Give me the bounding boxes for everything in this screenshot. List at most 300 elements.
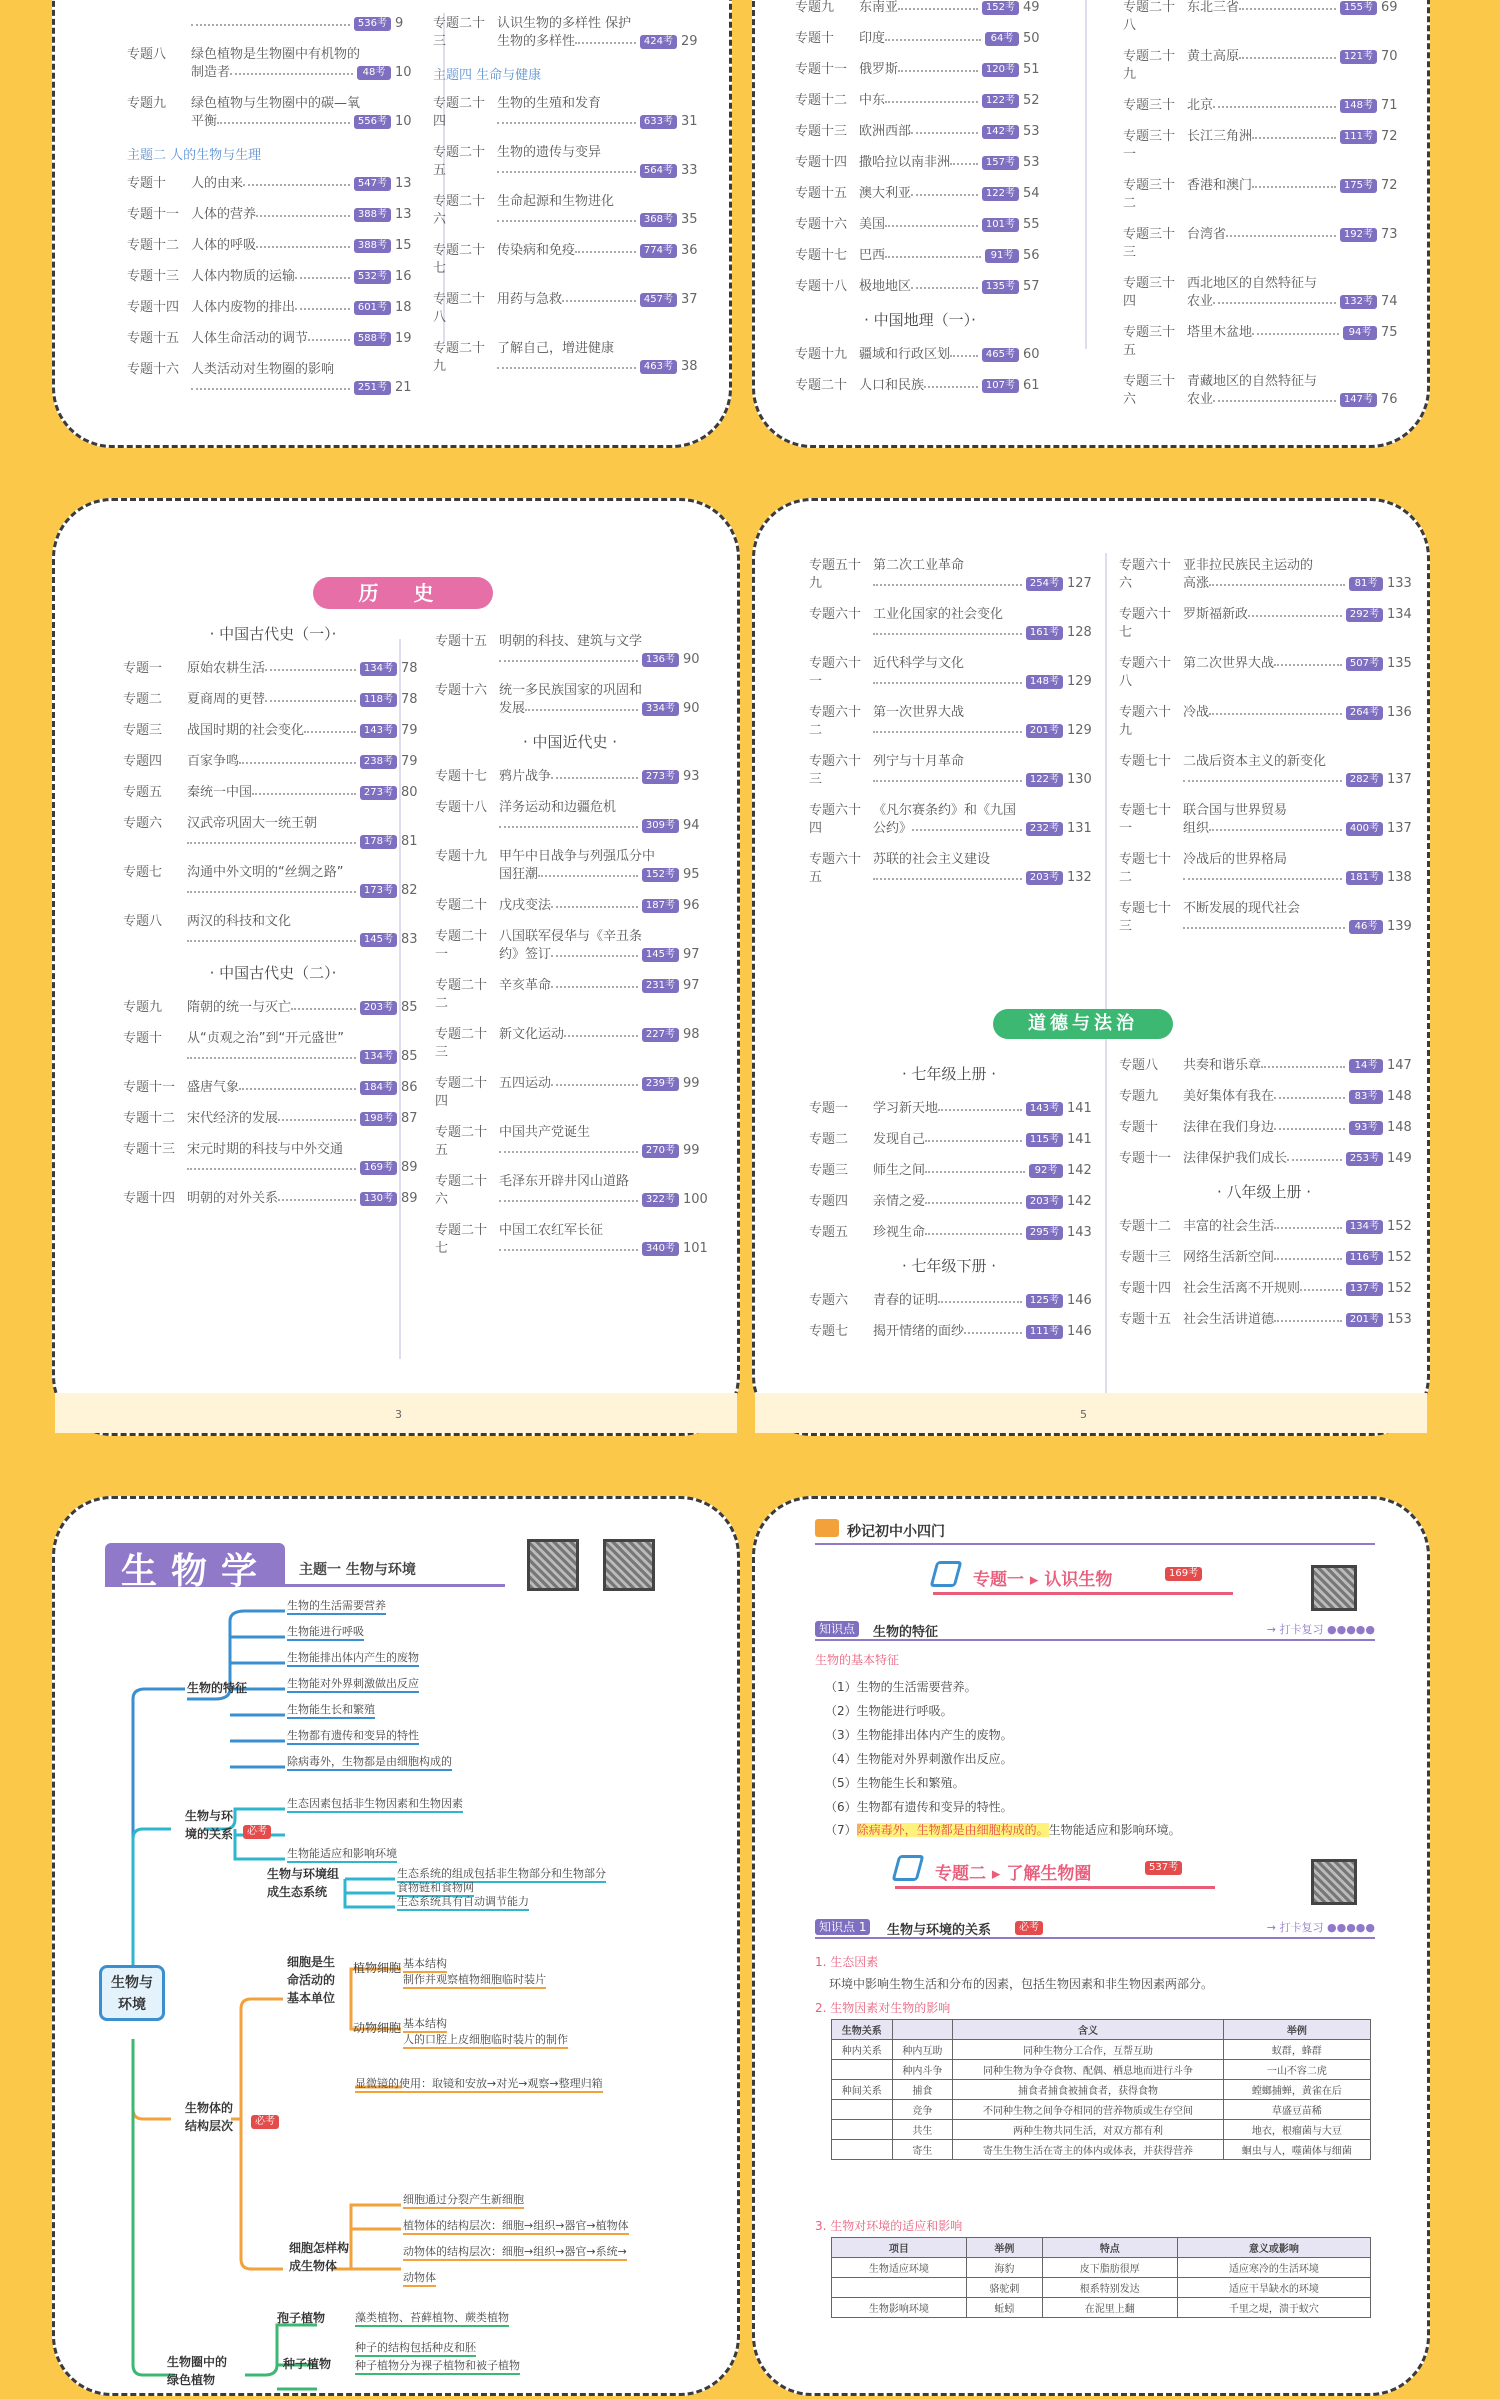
kp-badge: 必考 [1015,1921,1043,1935]
table-cell: 捕食 [892,2080,953,2100]
entry-code: 专题七十一 [1119,803,1172,836]
mindmap-leaf: 除病毒外，生物都是由细胞构成的 [287,1753,452,1771]
exam-count-badge: 232考 [1026,822,1063,836]
toc-entry[interactable] [809,1131,1092,1149]
exam-count-badge: 231考 [642,979,679,993]
feature-7-prefix: （7） [825,1823,857,1837]
leader-dots [964,1326,1022,1334]
mindmap-leaf: 生物都有遗传和变异的特性 [287,1727,419,1745]
page-number: 90 [683,701,700,716]
leader-dots [217,116,350,124]
toc-entry[interactable] [1119,557,1412,593]
toc-entry[interactable] [809,1224,1092,1242]
subsection-heading: · 中国古代史（二）· [209,964,337,982]
toc-entry[interactable] [809,1162,1092,1180]
leader-dots [873,872,1022,880]
toc-entry[interactable] [435,1026,705,1062]
toc-entry[interactable] [127,206,417,224]
subsection-heading: · 中国古代史（一）· [209,625,337,643]
entry-title: 用药与急救 [497,292,563,307]
toc-entry[interactable] [809,851,1092,887]
topic2-badge: 537考 [1145,1861,1182,1875]
leader-dots [239,756,356,764]
entry-code: 专题三十一 [1123,129,1176,162]
entry-code: 专题二十七 [433,243,486,276]
table-cell: 生物影响环境 [832,2298,967,2318]
page-number: 152 [1387,1281,1412,1296]
entry-code: 专题六十三 [809,754,862,787]
toc-entry[interactable] [433,340,703,376]
mindmap-leaf: 动物体 [403,2269,436,2287]
exam-count-badge: 161考 [1026,626,1063,640]
toc-entry[interactable] [795,278,1045,296]
page-number: 132 [1067,870,1092,885]
entry-code: 专题十七 [435,769,488,784]
entry-code: 专题二十四 [433,96,486,129]
toc-entry[interactable] [435,928,705,964]
entry-title: 人体的呼吸 [191,238,257,253]
toc-entry[interactable] [1119,1088,1412,1106]
exam-count-badge: 388考 [354,239,391,253]
table-row [832,2040,1371,2060]
toc-column-right-morality [1119,1057,1412,1342]
toc-entry[interactable] [809,655,1092,691]
heading-1: 1. 生态因素 [815,1955,879,1969]
entry-title: 二战后资本主义的新变化 [1183,754,1327,769]
entry-code: 专题十 [123,1031,163,1046]
toc-entry[interactable] [435,1173,708,1209]
entry-code: 专题七十三 [1119,901,1172,934]
exam-count-badge: 368考 [640,213,677,227]
toc-column-left [127,15,417,410]
leader-dots [1226,229,1336,237]
toc-entry[interactable] [1119,704,1412,740]
toc-entry[interactable] [123,1141,423,1177]
entry-code: 专题六十九 [1119,705,1172,738]
toc-entry[interactable] [1119,606,1412,642]
exam-count-badge: 111考 [1026,1325,1063,1339]
leader-dots [925,1134,1022,1142]
exam-count-badge: 400考 [1346,822,1383,836]
section-heading: 生物的基本特征 [815,1653,900,1667]
toc-entry[interactable] [1119,1057,1412,1075]
subsection-heading: · 八年级上册 · [1216,1183,1312,1201]
page-number: 37 [681,292,698,307]
exam-count-badge: 198考 [360,1112,397,1126]
page-number: 87 [401,1111,418,1126]
toc-entry[interactable] [809,802,1092,838]
leader-dots [187,885,356,893]
page-number: 90 [683,652,700,667]
toc-entry[interactable] [795,30,1045,48]
table-cell: 两种生物共同生活，对双方都有利 [953,2120,1224,2140]
page-number: 54 [1023,186,1040,201]
toc-entry[interactable] [795,185,1045,203]
toc-column-left [795,0,1045,408]
toc-entry[interactable] [127,15,417,33]
page-number: 75 [1381,325,1398,340]
toc-entry[interactable] [795,346,1045,364]
leader-dots [551,771,638,779]
toc-entry[interactable] [435,1124,705,1160]
toc-entry[interactable] [435,768,705,786]
entry-code: 专题十五 [127,331,180,346]
entry-title: 撒哈拉以南非洲 [859,155,951,170]
toc-entry[interactable] [435,1075,705,1111]
toc-column-right [1123,0,1403,422]
entry-title: 人类活动对生物圈的影响 [191,362,335,377]
leader-dots [1274,1122,1345,1130]
mindmap-leaf: 生态因素包括非生物因素和生物因素 [287,1795,463,1813]
page-number: 96 [683,898,700,913]
entry-code: 专题十二 [123,1111,176,1126]
toc-entry[interactable] [809,1323,1092,1341]
toc-entry[interactable] [435,682,705,718]
entry-code: 专题二十九 [433,341,486,374]
exam-count-badge: 111考 [1340,130,1377,144]
toc-entry[interactable] [1119,1280,1412,1298]
toc-entry[interactable] [1123,177,1403,213]
animal-cell: 动物细胞 [353,2021,402,2035]
toc-entry[interactable] [1119,1218,1412,1236]
leader-dots [265,663,356,671]
qr-code [1311,1565,1357,1611]
toc-entry[interactable] [127,268,417,286]
leader-dots [1209,578,1345,586]
toc-entry[interactable] [1119,655,1412,691]
entry-title: 丰富的社会生活 [1183,1219,1275,1234]
exam-count-badge: 556考 [354,115,391,129]
entry-title: 新文化运动 [499,1027,565,1042]
page-number: 137 [1387,821,1412,836]
toc-entry[interactable] [127,361,417,397]
toc-entry[interactable] [795,123,1045,141]
table-cell: 地衣，根瘤菌与大豆 [1223,2120,1370,2140]
page-number: 85 [401,1049,418,1064]
toc-entry[interactable] [1123,373,1403,409]
page-number: 5 [1080,1408,1087,1421]
toc-entry[interactable] [123,784,423,802]
toc-entry[interactable] [123,913,423,949]
entry-code: 专题十六 [127,362,180,377]
toc-entry[interactable] [123,722,423,740]
entry-title: 公约》 [873,821,913,836]
toc-entry[interactable] [433,144,703,180]
leader-dots [497,116,636,124]
toc-entry[interactable] [435,848,705,884]
entry-code: 专题一 [123,661,163,676]
leader-dots [187,836,356,844]
toc-entry[interactable] [127,175,417,193]
entry-title: 发现自己 [873,1132,926,1147]
leader-dots [551,980,638,988]
entry-code: 专题二十六 [433,194,486,227]
toc-entry[interactable] [795,154,1045,172]
exam-count-badge: 507考 [1346,657,1383,671]
toc-entry[interactable] [435,897,705,915]
entry-title: 法律在我们身边 [1183,1120,1275,1135]
toc-entry[interactable] [795,377,1045,395]
toc-entry[interactable] [123,1030,423,1066]
toc-column-right [433,15,703,389]
toc-entry[interactable] [127,237,417,255]
entry-title: 宋代经济的发展 [187,1111,279,1126]
review-progress[interactable]: → 打卡复习 ●●●●● [1266,1921,1375,1934]
toc-entry[interactable] [435,799,705,835]
exam-count-badge: 457考 [640,293,677,307]
toc-entry[interactable] [795,0,1045,17]
toc-entry[interactable] [795,247,1045,265]
entry-code: 专题二十八 [433,292,486,325]
entry-code: 专题七 [809,1324,849,1339]
table-cell [832,2120,893,2140]
toc-entry[interactable] [123,999,423,1017]
page-number: 79 [401,754,418,769]
table-row [832,2278,1371,2298]
toc-entry[interactable] [433,95,703,131]
toc-entry[interactable] [123,1110,423,1128]
exam-count-badge: 465考 [982,348,1019,362]
entry-code: 专题十二 [1119,1219,1172,1234]
page-number: 13 [395,176,412,191]
page-number: 60 [1023,347,1040,362]
leader-dots [551,949,638,957]
toc-entry[interactable] [809,557,1092,593]
entry-code: 专题十 [795,31,835,46]
entry-title: 青春的证明 [873,1293,939,1308]
leader-dots [525,703,638,711]
leader-dots [256,240,350,248]
toc-entry[interactable] [809,753,1092,789]
entry-title: 塔里木盆地 [1187,325,1253,340]
entry-code: 专题十四 [127,300,180,315]
page-number: 33 [681,163,698,178]
exam-count-badge: 388考 [354,208,391,222]
kp-title: 生物与环境的关系 [887,1923,992,1938]
entry-title: 高涨 [1183,576,1210,591]
entry-title: 苏联的社会主义建设 [873,852,991,867]
leader-dots [1274,1314,1342,1322]
entry-title: 明朝的对外关系 [187,1191,279,1206]
toc-entry[interactable] [1123,324,1403,360]
entry-title: 台湾省 [1187,227,1227,242]
review-progress[interactable]: → 打卡复习 ●●●●● [1266,1623,1375,1636]
exam-count-badge: 203考 [1026,871,1063,885]
leader-dots [885,95,978,103]
entry-title: 冷战 [1183,705,1210,720]
exam-count-badge: 134考 [360,1050,397,1064]
leader-dots [1300,1283,1342,1291]
page-number: 51 [1023,62,1040,77]
page-number: 95 [683,867,700,882]
exam-count-badge: 238考 [360,755,397,769]
entry-title: 人体的营养 [191,207,257,222]
toc-entry[interactable] [435,1222,708,1258]
toc-entry[interactable] [1119,1311,1412,1329]
toc-entry[interactable] [123,691,423,709]
entry-title: 统一多民族国家的巩固和 [499,683,643,698]
branch-environment: 生物与环 境的关系 [185,1809,234,1841]
entry-code: 专题八 [127,47,167,62]
toc-entry[interactable] [435,633,705,669]
leader-dots [925,1165,1025,1173]
knowledge-point-2 [815,1917,1375,1939]
toc-entry[interactable] [809,606,1092,642]
toc-entry[interactable] [433,242,703,278]
table-cell [832,2060,893,2080]
table-cell: 适应干旱缺水的环境 [1177,2278,1370,2298]
toc-entry[interactable] [123,864,423,900]
toc-entry[interactable] [1123,0,1403,35]
entry-title: 长江三角洲 [1187,129,1253,144]
leader-dots [885,250,981,258]
leader-dots [551,900,638,908]
flag-icon [892,1855,925,1881]
exam-count-badge: 120考 [982,63,1019,77]
leader-dots [1213,100,1336,108]
toc-entry[interactable] [809,1193,1092,1211]
leader-dots [499,654,638,662]
leader-dots [497,165,636,173]
leader-dots [1183,774,1342,782]
subsection-heading: · 中国地理（一）· [864,311,976,329]
entry-title: 发展 [499,701,526,716]
toc-entry[interactable] [1123,128,1403,164]
entry-title: 冷战后的世界格局 [1183,852,1288,867]
entry-title: 第二次工业革命 [873,558,965,573]
toc-entry[interactable] [809,1292,1092,1310]
page-number: 98 [683,1027,700,1042]
toc-entry[interactable] [1123,97,1403,115]
toc-entry[interactable] [1119,851,1412,887]
entry-title: 原始农耕生活 [187,661,266,676]
page-number: 10 [395,65,412,80]
leader-dots [911,126,978,134]
toc-entry[interactable] [795,216,1045,234]
leader-dots [1213,296,1336,304]
book-title: 秒记初中小四门 [847,1524,945,1540]
entry-code: 专题二 [123,692,163,707]
toc-entry[interactable] [1119,802,1412,838]
exam-count-badge: 187考 [642,899,679,913]
toc-entry[interactable] [123,815,423,851]
exam-count-badge: 142考 [982,125,1019,139]
entry-code: 专题十三 [127,269,180,284]
toc-entry[interactable] [127,95,417,131]
leader-dots [551,1078,638,1086]
leader-dots [1274,1252,1342,1260]
kp-title: 生物的特征 [873,1625,939,1640]
toc-entry[interactable] [123,660,423,678]
toc-entry[interactable] [433,15,703,51]
entry-code: 专题十五 [1119,1312,1172,1327]
entry-title: 鸦片战争 [499,769,552,784]
entry-code: 专题三 [809,1163,849,1178]
exam-count-badge: 93考 [1349,1121,1383,1135]
entry-title: 揭开情绪的面纱 [873,1324,965,1339]
exam-count-badge: 46考 [1349,920,1383,934]
mindmap-leaf: 动物体的结构层次：细胞→组织→器官→系统→ [403,2243,627,2261]
page-number: 128 [1067,625,1092,640]
toc-entry[interactable] [809,1100,1092,1118]
exam-count-badge: 340考 [642,1242,679,1256]
exam-count-badge: 135考 [982,280,1019,294]
leader-dots [230,67,353,75]
entry-code: 专题十五 [435,634,488,649]
toc-entry[interactable] [1123,226,1403,262]
toc-entry[interactable] [127,46,417,82]
toc-entry[interactable] [1123,275,1403,311]
toc-entry[interactable] [1119,753,1412,789]
toc-entry[interactable] [123,1079,423,1097]
toc-entry[interactable] [1119,900,1412,936]
exam-count-badge: 94考 [1343,326,1377,340]
toc-entry[interactable] [433,291,703,327]
page-number: 9 [395,16,404,31]
toc-entry[interactable] [1123,48,1403,84]
toc-entry[interactable] [1119,1150,1412,1168]
toc-entry[interactable] [809,704,1092,740]
toc-entry[interactable] [433,193,703,229]
entry-title: 联合国与世界贸易 [1183,803,1288,818]
toc-entry[interactable] [795,61,1045,79]
page-number: 3 [395,1408,402,1421]
leader-dots [187,1162,356,1170]
entry-code: 专题五 [809,1225,849,1240]
leader-dots [497,361,636,369]
entry-code: 专题十一 [123,1080,176,1095]
page-number: 57 [1023,279,1040,294]
entry-code: 专题二十四 [435,1076,488,1109]
mindmap-leaf: 种子植物分为裸子植物和被子植物 [355,2357,520,2375]
table-cell: 种内斗争 [892,2060,953,2080]
entry-title: 从“贞观之治”到“开元盛世” [187,1031,344,1046]
entry-title: 不断发展的现代社会 [1183,901,1301,916]
leader-dots [562,294,636,302]
toc-entry[interactable] [123,753,423,771]
page-number: 133 [1387,576,1412,591]
topic1-header [933,1561,1233,1595]
entry-title: 生物的多样性 [497,34,576,49]
table-cell: 海豹 [966,2258,1042,2278]
feature-7 [825,1821,1181,1838]
exam-count-badge: 239考 [642,1077,679,1091]
leader-dots [191,18,350,26]
entry-title: 北京 [1187,98,1214,113]
table-cell: 一山不容二虎 [1223,2060,1370,2080]
entry-code: 专题六 [809,1293,849,1308]
exam-count-badge: 264考 [1346,706,1383,720]
toc-entry[interactable] [123,1190,423,1208]
subbranch-ecosystem: 生物与环境组 成生态系统 [267,1867,340,1899]
table-cell: 种间关系 [832,2080,893,2100]
table-header: 意义或影响 [1177,2238,1370,2258]
page-number: 137 [1387,772,1412,787]
toc-entry[interactable] [1119,1119,1412,1137]
toc-entry[interactable] [127,299,417,317]
page-number: 97 [683,947,700,962]
table-cell: 千里之堤，溃于蚁穴 [1177,2298,1370,2318]
leader-dots [1239,2,1336,10]
toc-entry[interactable] [435,977,705,1013]
exam-count-badge: 334考 [642,702,679,716]
leader-dots [499,1194,638,1202]
entry-title: 青藏地区的自然特征与 [1187,374,1318,389]
toc-entry[interactable] [795,92,1045,110]
toc-entry[interactable] [1119,1249,1412,1267]
leader-dots [278,1113,356,1121]
toc-entry[interactable] [127,330,417,348]
